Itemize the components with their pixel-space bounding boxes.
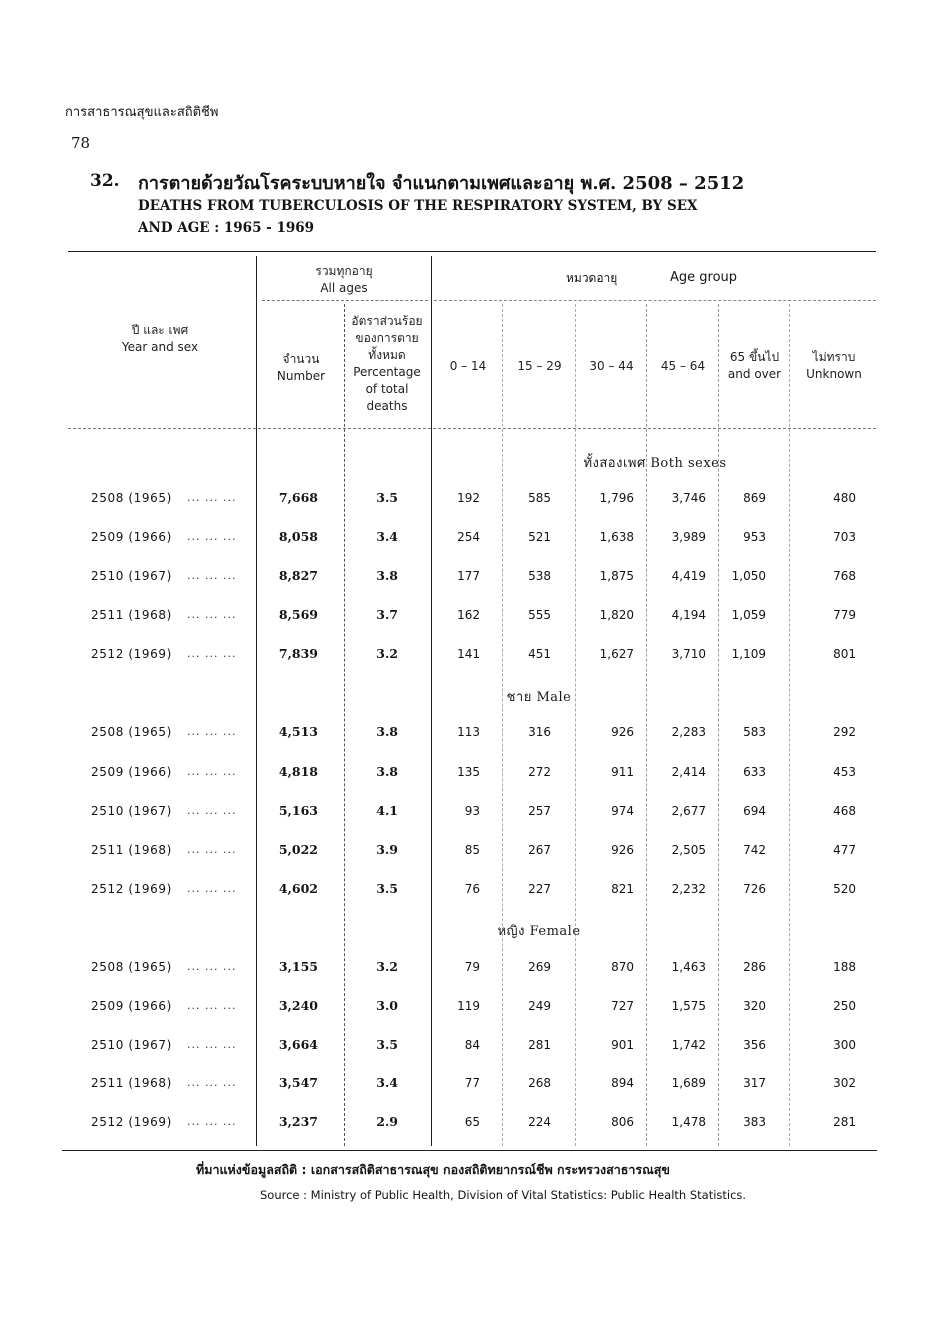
header-age-15-29 <box>504 358 575 375</box>
header-age-0-14-label: 0 – 14 <box>449 359 487 373</box>
table-row <box>0 527 941 547</box>
header-unknown-thai: ไม่ทราบ <box>812 350 856 364</box>
cell-age-0-14: 84 <box>464 1038 480 1052</box>
cell-age-0-14: 254 <box>457 530 480 544</box>
table-title-thai: การตายด้วยวัณโรคระบบหายใจ จำแนกตามเพศและอายุ พ.ศ. 2508 – 2512 <box>138 173 745 194</box>
header-age-group-english: Age group <box>670 270 738 285</box>
cell-year: 2511 (1968) <box>91 608 172 622</box>
cell-number: 3,547 <box>278 1075 318 1090</box>
cell-year: 2510 (1967) <box>91 1038 172 1052</box>
cell-percentage: 3.5 <box>376 1037 398 1052</box>
cell-number: 7,668 <box>278 490 318 505</box>
header-age-45-64-label: 45 – 64 <box>660 359 706 373</box>
header-percentage <box>346 313 428 415</box>
cell-percentage: 3.9 <box>376 842 398 857</box>
cell-age-30-44: 806 <box>611 1115 634 1129</box>
cell-age-30-44: 974 <box>611 804 634 818</box>
cell-percentage: 3.5 <box>376 490 398 505</box>
header-all-ages-thai: รวมทุกอายุ <box>315 264 373 278</box>
cell-leader-dots: ... ... ... <box>187 843 237 856</box>
cell-number: 7,839 <box>278 646 318 661</box>
cell-age-65-over: 383 <box>743 1115 766 1129</box>
cell-percentage: 3.4 <box>376 1075 398 1090</box>
cell-age-65-over: 583 <box>743 725 766 739</box>
cell-unknown: 520 <box>833 882 856 896</box>
header-age-30-44 <box>577 358 646 375</box>
header-age-group-thai: หมวดอายุ <box>566 271 618 285</box>
cell-age-15-29: 224 <box>528 1115 551 1129</box>
source-note-thai: ที่มาแห่งข้อมูลสถิติ : เอกสารสถิติสาธารณสุข กองสถิติทยากรณ์ชีพ กระทรวงสาธารณสุข <box>196 1162 670 1177</box>
cell-leader-dots: ... ... ... <box>187 569 237 582</box>
cell-number: 5,022 <box>278 842 318 857</box>
header-unknown <box>792 349 876 383</box>
header-pct-english-2: of total <box>365 382 409 396</box>
table-row <box>0 566 941 586</box>
cell-age-0-14: 65 <box>464 1115 480 1129</box>
cell-age-0-14: 85 <box>464 843 480 857</box>
age-group-subrule <box>434 300 876 301</box>
cell-age-0-14: 141 <box>457 647 480 661</box>
cell-unknown: 281 <box>833 1115 856 1129</box>
table-row <box>0 1073 941 1093</box>
header-year-sex <box>70 322 250 356</box>
table-top-rule <box>68 251 876 252</box>
cell-age-15-29: 451 <box>528 647 551 661</box>
cell-number: 8,827 <box>278 568 318 583</box>
cell-leader-dots: ... ... ... <box>187 647 237 660</box>
cell-age-30-44: 1,820 <box>599 608 634 622</box>
table-row <box>0 722 941 742</box>
cell-unknown: 801 <box>833 647 856 661</box>
cell-leader-dots: ... ... ... <box>187 1115 237 1128</box>
table-row <box>0 1112 941 1132</box>
cell-age-30-44: 870 <box>611 960 634 974</box>
cell-age-15-29: 257 <box>528 804 551 818</box>
section-label-both-sexes: ทั้งสองเพศ Both sexes <box>583 456 727 471</box>
cell-leader-dots: ... ... ... <box>187 725 237 738</box>
cell-age-45-64: 2,677 <box>671 804 706 818</box>
cell-number: 3,237 <box>278 1114 318 1129</box>
table-row <box>0 996 941 1016</box>
cell-age-45-64: 1,689 <box>671 1076 706 1090</box>
cell-year: 2509 (1966) <box>91 530 172 544</box>
cell-year: 2508 (1965) <box>91 491 172 505</box>
cell-unknown: 292 <box>833 725 856 739</box>
cell-percentage: 3.0 <box>376 998 398 1013</box>
cell-number: 3,664 <box>278 1037 318 1052</box>
cell-year: 2508 (1965) <box>91 725 172 739</box>
cell-unknown: 480 <box>833 491 856 505</box>
cell-unknown: 477 <box>833 843 856 857</box>
cell-year: 2508 (1965) <box>91 960 172 974</box>
header-age-15-29-label: 15 – 29 <box>517 359 562 373</box>
header-pct-english-3: deaths <box>366 399 408 413</box>
cell-age-30-44: 901 <box>611 1038 634 1052</box>
cell-year: 2511 (1968) <box>91 843 172 857</box>
table-row <box>0 762 941 782</box>
cell-age-15-29: 585 <box>528 491 551 505</box>
cell-age-0-14: 135 <box>457 765 480 779</box>
cell-percentage: 3.8 <box>376 724 398 739</box>
table-title-english: DEATHS FROM TUBERCULOSIS OF THE RESPIRATORY SYSTEM, BY SEX <box>138 198 698 214</box>
cell-year: 2512 (1969) <box>91 1115 172 1129</box>
cell-age-0-14: 177 <box>457 569 480 583</box>
header-age-0-14 <box>434 358 502 375</box>
table-row <box>0 801 941 821</box>
cell-number: 4,602 <box>278 881 318 896</box>
cell-age-0-14: 192 <box>457 491 480 505</box>
cell-year: 2512 (1969) <box>91 882 172 896</box>
cell-age-65-over: 356 <box>743 1038 766 1052</box>
header-number <box>262 351 340 385</box>
cell-unknown: 188 <box>833 960 856 974</box>
cell-unknown: 779 <box>833 608 856 622</box>
cell-age-15-29: 555 <box>528 608 551 622</box>
cell-age-30-44: 1,638 <box>599 530 634 544</box>
header-age-45-64 <box>648 358 718 375</box>
cell-leader-dots: ... ... ... <box>187 804 237 817</box>
running-head: การสาธารณสุขและสถิติชีพ <box>65 105 219 120</box>
section-label-male: ชาย Male <box>506 690 572 705</box>
cell-year: 2509 (1966) <box>91 999 172 1013</box>
cell-age-65-over: 726 <box>743 882 766 896</box>
cell-leader-dots: ... ... ... <box>187 765 237 778</box>
cell-percentage: 3.8 <box>376 764 398 779</box>
cell-leader-dots: ... ... ... <box>187 882 237 895</box>
cell-percentage: 2.9 <box>376 1114 398 1129</box>
cell-percentage: 3.2 <box>376 959 398 974</box>
cell-age-15-29: 281 <box>528 1038 551 1052</box>
cell-unknown: 468 <box>833 804 856 818</box>
cell-age-65-over: 869 <box>743 491 766 505</box>
cell-age-15-29: 268 <box>528 1076 551 1090</box>
cell-age-30-44: 911 <box>611 765 634 779</box>
cell-number: 5,163 <box>278 803 318 818</box>
cell-age-30-44: 894 <box>611 1076 634 1090</box>
cell-percentage: 3.2 <box>376 646 398 661</box>
table-row <box>0 644 941 664</box>
cell-age-30-44: 821 <box>611 882 634 896</box>
section-label-female: หญิง Female <box>497 924 581 939</box>
table-title-english-line2: AND AGE : 1965 - 1969 <box>138 220 315 236</box>
cell-age-15-29: 538 <box>528 569 551 583</box>
cell-age-0-14: 93 <box>464 804 480 818</box>
cell-percentage: 3.7 <box>376 607 398 622</box>
cell-unknown: 453 <box>833 765 856 779</box>
cell-age-65-over: 694 <box>743 804 766 818</box>
cell-age-45-64: 2,505 <box>671 843 706 857</box>
cell-age-45-64: 4,194 <box>671 608 706 622</box>
cell-number: 3,155 <box>278 959 318 974</box>
cell-age-30-44: 1,875 <box>599 569 634 583</box>
cell-leader-dots: ... ... ... <box>187 960 237 973</box>
cell-age-15-29: 316 <box>528 725 551 739</box>
cell-age-65-over: 1,109 <box>731 647 766 661</box>
cell-age-30-44: 926 <box>611 725 634 739</box>
cell-age-0-14: 162 <box>457 608 480 622</box>
table-row <box>0 605 941 625</box>
cell-age-0-14: 119 <box>457 999 480 1013</box>
table-row <box>0 957 941 977</box>
table-row <box>0 840 941 860</box>
cell-age-45-64: 1,463 <box>671 960 706 974</box>
cell-number: 4,513 <box>278 724 318 739</box>
header-all-ages <box>262 263 426 297</box>
source-note-english: Source : Ministry of Public Health, Division of Vital Statistics: Public Health Statistics. <box>260 1188 747 1202</box>
header-age-65-over <box>720 349 789 383</box>
cell-unknown: 703 <box>833 530 856 544</box>
cell-age-15-29: 521 <box>528 530 551 544</box>
table-bottom-rule <box>62 1150 877 1151</box>
cell-unknown: 250 <box>833 999 856 1013</box>
cell-percentage: 3.8 <box>376 568 398 583</box>
header-all-ages-english: All ages <box>320 281 368 295</box>
cell-age-65-over: 633 <box>743 765 766 779</box>
header-year-sex-english: Year and sex <box>121 340 199 354</box>
cell-age-0-14: 79 <box>464 960 480 974</box>
all-ages-subrule <box>262 300 428 301</box>
cell-age-0-14: 113 <box>457 725 480 739</box>
cell-age-30-44: 1,627 <box>599 647 634 661</box>
cell-year: 2510 (1967) <box>91 804 172 818</box>
cell-number: 3,240 <box>278 998 318 1013</box>
cell-age-45-64: 3,710 <box>671 647 706 661</box>
header-pct-english-1: Percentage <box>353 365 421 379</box>
cell-age-65-over: 742 <box>743 843 766 857</box>
header-pct-thai-2: ของการตาย <box>355 331 419 345</box>
cell-percentage: 3.4 <box>376 529 398 544</box>
cell-age-45-64: 3,746 <box>671 491 706 505</box>
cell-year: 2512 (1969) <box>91 647 172 661</box>
cell-age-45-64: 4,419 <box>671 569 706 583</box>
cell-age-65-over: 317 <box>743 1076 766 1090</box>
cell-number: 8,058 <box>278 529 318 544</box>
cell-age-65-over: 1,059 <box>731 608 766 622</box>
header-unknown-english: Unknown <box>806 367 862 381</box>
cell-age-65-over: 1,050 <box>731 569 766 583</box>
header-age-65-thai: 65 ขึ้นไป <box>729 350 780 364</box>
cell-year: 2511 (1968) <box>91 1076 172 1090</box>
header-pct-thai-1: อัตราส่วนร้อย <box>351 314 423 328</box>
cell-age-15-29: 267 <box>528 843 551 857</box>
page-number: 78 <box>71 134 91 152</box>
cell-year: 2509 (1966) <box>91 765 172 779</box>
cell-age-0-14: 77 <box>464 1076 480 1090</box>
cell-age-15-29: 227 <box>528 882 551 896</box>
table-row <box>0 488 941 508</box>
header-number-english: Number <box>276 369 326 383</box>
cell-leader-dots: ... ... ... <box>187 1038 237 1051</box>
cell-leader-dots: ... ... ... <box>187 491 237 504</box>
header-pct-thai-3: ทั้งหมด <box>368 348 406 362</box>
cell-unknown: 302 <box>833 1076 856 1090</box>
cell-percentage: 3.5 <box>376 881 398 896</box>
cell-number: 4,818 <box>278 764 318 779</box>
cell-age-45-64: 2,414 <box>671 765 706 779</box>
cell-age-30-44: 1,796 <box>599 491 634 505</box>
cell-leader-dots: ... ... ... <box>187 608 237 621</box>
header-age-30-44-label: 30 – 44 <box>589 359 634 373</box>
cell-age-45-64: 1,478 <box>671 1115 706 1129</box>
cell-age-45-64: 1,575 <box>671 999 706 1013</box>
cell-age-30-44: 727 <box>611 999 634 1013</box>
cell-leader-dots: ... ... ... <box>187 530 237 543</box>
header-number-thai: จำนวน <box>282 352 320 366</box>
header-bottom-rule <box>68 428 876 429</box>
cell-percentage: 4.1 <box>376 803 398 818</box>
cell-year: 2510 (1967) <box>91 569 172 583</box>
table-row <box>0 1035 941 1055</box>
cell-age-65-over: 286 <box>743 960 766 974</box>
cell-unknown: 768 <box>833 569 856 583</box>
cell-age-15-29: 272 <box>528 765 551 779</box>
cell-number: 8,569 <box>278 607 318 622</box>
cell-age-45-64: 2,283 <box>671 725 706 739</box>
cell-leader-dots: ... ... ... <box>187 1076 237 1089</box>
header-year-sex-thai: ปี และ เพศ <box>131 323 189 337</box>
cell-age-15-29: 269 <box>528 960 551 974</box>
cell-age-0-14: 76 <box>464 882 480 896</box>
header-age-65-english: and over <box>727 367 782 381</box>
cell-age-45-64: 1,742 <box>671 1038 706 1052</box>
cell-age-30-44: 926 <box>611 843 634 857</box>
cell-age-65-over: 320 <box>743 999 766 1013</box>
cell-leader-dots: ... ... ... <box>187 999 237 1012</box>
cell-age-15-29: 249 <box>528 999 551 1013</box>
table-row <box>0 879 941 899</box>
cell-age-45-64: 3,989 <box>671 530 706 544</box>
cell-unknown: 300 <box>833 1038 856 1052</box>
cell-age-65-over: 953 <box>743 530 766 544</box>
table-number: 32. <box>90 171 120 191</box>
cell-age-45-64: 2,232 <box>671 882 706 896</box>
